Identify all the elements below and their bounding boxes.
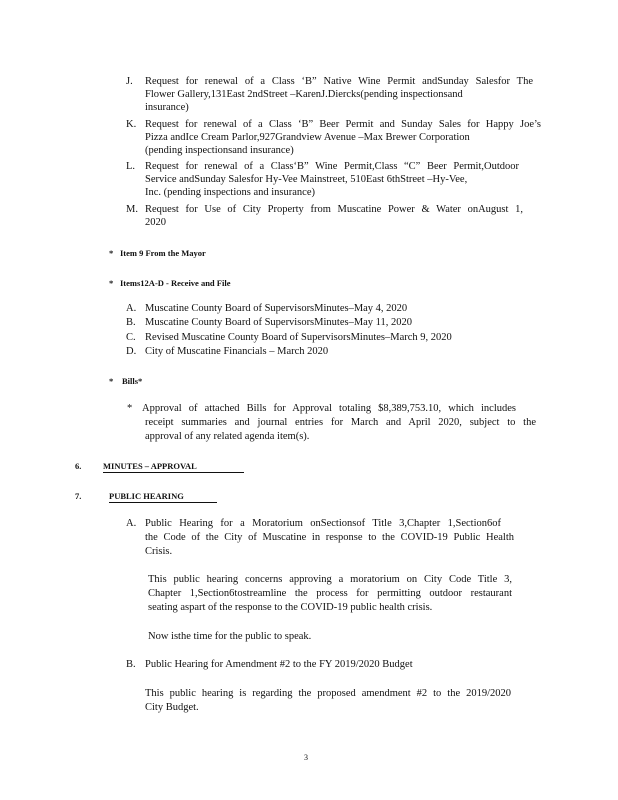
bills-text: Bills*	[122, 376, 143, 386]
hearing-a-desc-line-2: Chapter 1,Section6tostreamline the process for permitting outdoor restaurant	[148, 588, 512, 599]
receive-file-text: Items12A-D - Receive and File	[120, 278, 231, 288]
item-m-line-2: 2020	[145, 217, 166, 228]
section-6-title: MINUTES – APPROVAL	[103, 461, 197, 471]
hearing-a-desc-line-1: This public hearing concerns approving a moratorium on City Code Title 3,	[148, 574, 512, 585]
item-m-label: M.	[126, 204, 138, 215]
item-l-line-2: Service andSunday Salesfor Hy-Vee Mainstreet, 510East 6thStreet –Hy-Vee,	[145, 174, 468, 185]
hearing-b-label: B.	[126, 659, 136, 670]
hearing-b-desc-line-2: City Budget.	[145, 702, 199, 713]
item-l-line-1: Request for renewal of a Class‘B” Wine Permit,Class “C” Beer Permit,Outdoor	[145, 161, 519, 172]
mayor-bullet: *	[109, 248, 114, 258]
section-6-number: 6.	[75, 461, 82, 471]
hearing-b-desc-line-1: This public hearing is regarding the proposed amendment #2 to the 2019/2020	[145, 688, 511, 699]
section-7-title: PUBLIC HEARING	[109, 491, 184, 501]
section-7-number: 7.	[75, 491, 82, 501]
bills-approval-line-3: approval of any related agenda item(s).	[145, 431, 310, 442]
bills-approval-line-1: Approval of attached Bills for Approval totaling $8,389,753.10, which includes	[142, 403, 516, 414]
receive-item-b-text: Muscatine County Board of SupervisorsMinutes–May 11, 2020	[145, 317, 413, 328]
receive-item-a-label: A.	[126, 303, 137, 314]
hearing-a-title-line-3: Crisis.	[145, 546, 173, 557]
receive-item-a-text: Muscatine County Board of SupervisorsMinutes–May 4, 2020	[145, 303, 408, 314]
receive-item-d-label: D.	[126, 346, 137, 357]
hearing-a-title-line-2: the Code of the City of Muscatine in response to the COVID-19 Public Health	[145, 532, 514, 543]
hearing-b-title: Public Hearing for Amendment #2 to the FY 2019/2020 Budget	[145, 659, 413, 670]
bills-bullet: *	[109, 376, 114, 386]
page-number: 3	[304, 753, 308, 762]
item-j-line-1: Request for renewal of a Class ‘B” Native Wine Permit andSunday Salesfor The	[145, 76, 533, 87]
item-k-label: K.	[126, 119, 137, 130]
section-7-underline	[109, 502, 217, 503]
item-k-line-3: (pending inspectionsand insurance)	[145, 145, 294, 156]
hearing-a-now-text: Now isthe time for the public to speak.	[148, 631, 312, 642]
hearing-a-title-line-1: Public Hearing for a Moratorium onSectionsof Title 3,Chapter 1,Section6of	[145, 518, 501, 529]
item-j-line-2: Flower Gallery,131East 2ndStreet –KarenJ.Diercks(pending inspectionsand	[145, 89, 463, 100]
bills-approval-bullet: *	[127, 403, 133, 414]
hearing-a-desc-line-3: seating aspart of the response to the COVID-19 public health crisis.	[148, 602, 433, 613]
item-l-line-3: Inc. (pending inspections and insurance)	[145, 187, 315, 198]
item-l-label: L.	[126, 161, 136, 172]
hearing-a-label: A.	[126, 518, 137, 529]
receive-file-bullet: *	[109, 278, 114, 288]
bills-approval-line-2: receipt summaries and journal entries for March and April 2020, subject to the	[145, 417, 536, 428]
item-j-line-3: insurance)	[145, 102, 189, 113]
receive-item-b-label: B.	[126, 317, 136, 328]
item-j-label: J.	[126, 76, 133, 87]
item-k-line-2: Pizza andIce Cream Parlor,927Grandview Avenue –Max Brewer Corporation	[145, 132, 470, 143]
receive-item-c-text: Revised Muscatine County Board of SupervisorsMinutes–March 9, 2020	[145, 332, 452, 343]
receive-item-d-text: City of Muscatine Financials – March 2020	[145, 346, 329, 357]
section-6-underline	[103, 472, 244, 473]
receive-item-c-label: C.	[126, 332, 136, 343]
item-k-line-1: Request for renewal of a Class ‘B” Beer Permit and Sunday Sales for Happy Joe’s	[145, 119, 541, 130]
mayor-item-text: Item 9 From the Mayor	[120, 248, 206, 258]
item-m-line-1: Request for Use of City Property from Muscatine Power & Water onAugust 1,	[145, 204, 523, 215]
